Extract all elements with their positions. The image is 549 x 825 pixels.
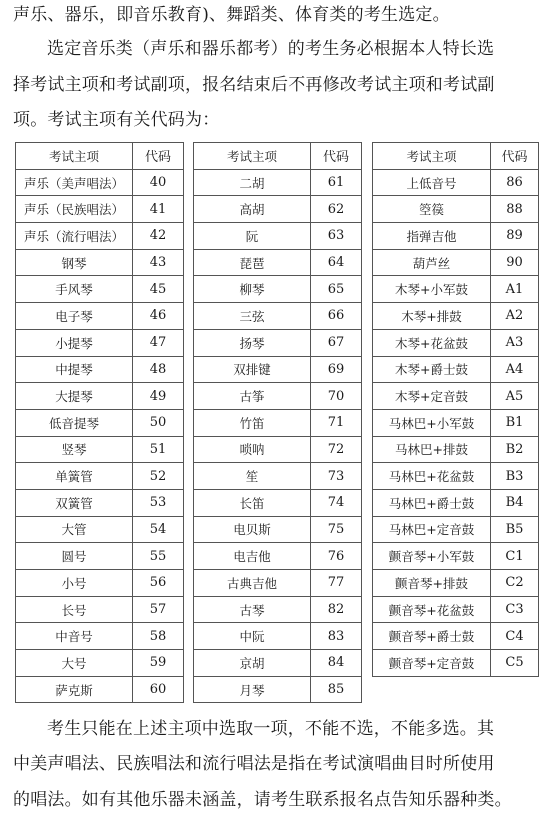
- table-row: [16, 596, 184, 623]
- item-code-cell: 47: [133, 329, 184, 356]
- item-name-cell: 月琴: [194, 676, 311, 703]
- item-name-cell: 圆号: [16, 543, 133, 570]
- table-row: [194, 329, 362, 356]
- item-name-cell: 颤音琴+定音鼓: [373, 650, 491, 677]
- item-code-cell: A2: [491, 303, 539, 330]
- table-row: [194, 356, 362, 383]
- table-row: [373, 249, 539, 276]
- item-code-cell: 40: [133, 169, 184, 196]
- header-code: 代码: [311, 143, 362, 170]
- item-name-cell: 小提琴: [16, 329, 133, 356]
- table-row: [194, 489, 362, 516]
- item-name-cell: 箜篌: [373, 196, 491, 223]
- header-item: 考试主项: [194, 143, 311, 170]
- item-code-cell: B3: [491, 463, 539, 490]
- item-name-cell: 木琴+小军鼓: [373, 276, 491, 303]
- table-row: [16, 223, 184, 250]
- item-code-cell: 74: [311, 489, 362, 516]
- outro-line-3: 的唱法。如有其他乐器未涵盖，请考生联系报名点告知乐器种类。: [13, 790, 512, 810]
- item-code-cell: 72: [311, 436, 362, 463]
- item-code-cell: C5: [491, 650, 539, 677]
- code-table-3: [372, 142, 539, 677]
- item-code-cell: 70: [311, 383, 362, 410]
- item-code-cell: 54: [133, 516, 184, 543]
- table-row: [194, 196, 362, 223]
- item-code-cell: 49: [133, 383, 184, 410]
- item-name-cell: 木琴+排鼓: [373, 303, 491, 330]
- table-header-row: [373, 143, 539, 170]
- item-name-cell: 长号: [16, 596, 133, 623]
- intro-paragraph-line-2: 择考试主项和考试副项，报名结束后不再修改考试主项和考试副: [13, 75, 495, 95]
- table-row: [373, 223, 539, 250]
- item-name-cell: 京胡: [194, 650, 311, 677]
- item-name-cell: 高胡: [194, 196, 311, 223]
- item-name-cell: 古筝: [194, 383, 311, 410]
- item-code-cell: C2: [491, 570, 539, 597]
- table-row: [194, 650, 362, 677]
- item-name-cell: 低音提琴: [16, 409, 133, 436]
- item-code-cell: 58: [133, 623, 184, 650]
- table-row: [373, 329, 539, 356]
- table-row: [373, 543, 539, 570]
- item-code-cell: 75: [311, 516, 362, 543]
- item-name-cell: 琵琶: [194, 249, 311, 276]
- item-code-cell: 82: [311, 596, 362, 623]
- item-code-cell: 62: [311, 196, 362, 223]
- item-code-cell: A5: [491, 383, 539, 410]
- header-code: 代码: [491, 143, 539, 170]
- item-name-cell: 马林巴+爵士鼓: [373, 489, 491, 516]
- item-code-cell: 61: [311, 169, 362, 196]
- table-row: [373, 463, 539, 490]
- item-name-cell: 竖琴: [16, 436, 133, 463]
- item-code-cell: 45: [133, 276, 184, 303]
- item-code-cell: B4: [491, 489, 539, 516]
- item-name-cell: 柳琴: [194, 276, 311, 303]
- item-code-cell: 41: [133, 196, 184, 223]
- table-row: [373, 303, 539, 330]
- table-row: [16, 516, 184, 543]
- item-name-cell: 大提琴: [16, 383, 133, 410]
- item-code-cell: 90: [491, 249, 539, 276]
- table-row: [373, 409, 539, 436]
- item-code-cell: 55: [133, 543, 184, 570]
- item-name-cell: 电子琴: [16, 303, 133, 330]
- item-name-cell: 木琴+定音鼓: [373, 383, 491, 410]
- item-name-cell: 马林巴+小军鼓: [373, 409, 491, 436]
- table-row: [16, 169, 184, 196]
- item-code-cell: 48: [133, 356, 184, 383]
- item-code-cell: C1: [491, 543, 539, 570]
- item-name-cell: 阮: [194, 223, 311, 250]
- item-code-cell: 53: [133, 489, 184, 516]
- item-name-cell: 手风琴: [16, 276, 133, 303]
- table-row: [194, 383, 362, 410]
- item-code-cell: 57: [133, 596, 184, 623]
- item-name-cell: 长笛: [194, 489, 311, 516]
- intro-paragraph-line-1: 选定音乐类（声乐和器乐都考）的考生务必根据本人特长选: [47, 39, 495, 59]
- table-row: [373, 196, 539, 223]
- intro-line-1: 声乐、器乐，即音乐教育)、舞蹈类、体育类的考生选定。: [13, 5, 450, 25]
- item-code-cell: 77: [311, 570, 362, 597]
- table-row: [194, 596, 362, 623]
- intro-paragraph-line-3: 项。考试主项有关代码为：: [13, 110, 220, 130]
- item-code-cell: B2: [491, 436, 539, 463]
- table-row: [16, 623, 184, 650]
- table-row: [373, 516, 539, 543]
- table-row: [16, 436, 184, 463]
- item-name-cell: 双排键: [194, 356, 311, 383]
- table-row: [194, 303, 362, 330]
- table-header-row: [194, 143, 362, 170]
- item-name-cell: 萨克斯: [16, 676, 133, 703]
- item-code-cell: 67: [311, 329, 362, 356]
- item-code-cell: 85: [311, 676, 362, 703]
- item-name-cell: 声乐（美声唱法）: [16, 169, 133, 196]
- table-header-row: [16, 143, 184, 170]
- item-name-cell: 单簧管: [16, 463, 133, 490]
- table-row: [16, 276, 184, 303]
- table-row: [373, 436, 539, 463]
- table-row: [16, 329, 184, 356]
- item-name-cell: 中提琴: [16, 356, 133, 383]
- item-code-cell: C4: [491, 623, 539, 650]
- item-name-cell: 大号: [16, 650, 133, 677]
- table-row: [373, 489, 539, 516]
- table-row: [194, 676, 362, 703]
- table-row: [194, 276, 362, 303]
- item-code-cell: A4: [491, 356, 539, 383]
- item-name-cell: 竹笛: [194, 409, 311, 436]
- code-table-2: [193, 142, 362, 703]
- item-name-cell: 葫芦丝: [373, 249, 491, 276]
- table-row: [373, 596, 539, 623]
- item-name-cell: 扬琴: [194, 329, 311, 356]
- table-row: [16, 196, 184, 223]
- item-name-cell: 木琴+爵士鼓: [373, 356, 491, 383]
- table-row: [373, 356, 539, 383]
- item-code-cell: 76: [311, 543, 362, 570]
- item-code-cell: 52: [133, 463, 184, 490]
- item-name-cell: 声乐（流行唱法）: [16, 223, 133, 250]
- item-name-cell: 小号: [16, 570, 133, 597]
- item-name-cell: 钢琴: [16, 249, 133, 276]
- table-row: [194, 169, 362, 196]
- table-row: [16, 303, 184, 330]
- table-row: [194, 463, 362, 490]
- table-row: [16, 676, 184, 703]
- item-code-cell: B1: [491, 409, 539, 436]
- item-name-cell: 中音号: [16, 623, 133, 650]
- table-row: [16, 249, 184, 276]
- item-name-cell: 马林巴+定音鼓: [373, 516, 491, 543]
- table-row: [194, 436, 362, 463]
- table-row: [16, 383, 184, 410]
- item-name-cell: 古典吉他: [194, 570, 311, 597]
- item-code-cell: 43: [133, 249, 184, 276]
- item-name-cell: 电吉他: [194, 543, 311, 570]
- table-row: [16, 570, 184, 597]
- item-code-cell: C3: [491, 596, 539, 623]
- table-row: [373, 276, 539, 303]
- item-name-cell: 马林巴+花盆鼓: [373, 463, 491, 490]
- item-code-cell: 56: [133, 570, 184, 597]
- table-row: [194, 249, 362, 276]
- table-row: [373, 383, 539, 410]
- table-row: [194, 223, 362, 250]
- item-name-cell: 双簧管: [16, 489, 133, 516]
- table-row: [194, 543, 362, 570]
- table-row: [16, 543, 184, 570]
- table-row: [194, 516, 362, 543]
- item-code-cell: 60: [133, 676, 184, 703]
- item-code-cell: 73: [311, 463, 362, 490]
- item-code-cell: 51: [133, 436, 184, 463]
- outro-line-1: 考生只能在上述主项中选取一项，不能不选，不能多选。其: [47, 719, 495, 739]
- table-row: [373, 570, 539, 597]
- table-row: [16, 463, 184, 490]
- item-name-cell: 马林巴+排鼓: [373, 436, 491, 463]
- item-name-cell: 上低音号: [373, 169, 491, 196]
- item-code-cell: 84: [311, 650, 362, 677]
- item-code-cell: B5: [491, 516, 539, 543]
- item-name-cell: 中阮: [194, 623, 311, 650]
- item-code-cell: 64: [311, 249, 362, 276]
- table-row: [16, 489, 184, 516]
- item-name-cell: 声乐（民族唱法）: [16, 196, 133, 223]
- item-name-cell: 二胡: [194, 169, 311, 196]
- item-name-cell: 电贝斯: [194, 516, 311, 543]
- item-name-cell: 三弦: [194, 303, 311, 330]
- item-code-cell: 46: [133, 303, 184, 330]
- item-name-cell: 古琴: [194, 596, 311, 623]
- table-row: [194, 623, 362, 650]
- header-code: 代码: [133, 143, 184, 170]
- item-name-cell: 颤音琴+小军鼓: [373, 543, 491, 570]
- table-row: [16, 356, 184, 383]
- item-name-cell: 颤音琴+花盆鼓: [373, 596, 491, 623]
- table-row: [194, 409, 362, 436]
- item-name-cell: 指弹吉他: [373, 223, 491, 250]
- table-row: [373, 650, 539, 677]
- item-code-cell: A3: [491, 329, 539, 356]
- item-code-cell: 88: [491, 196, 539, 223]
- table-row: [16, 650, 184, 677]
- item-code-cell: 59: [133, 650, 184, 677]
- item-code-cell: 71: [311, 409, 362, 436]
- table-row: [16, 409, 184, 436]
- item-name-cell: 木琴+花盆鼓: [373, 329, 491, 356]
- item-code-cell: 69: [311, 356, 362, 383]
- item-code-cell: 50: [133, 409, 184, 436]
- item-name-cell: 笙: [194, 463, 311, 490]
- item-code-cell: 42: [133, 223, 184, 250]
- outro-line-2: 中美声唱法、民族唱法和流行唱法是指在考试演唱曲目时所使用: [13, 754, 495, 774]
- item-name-cell: 颤音琴+排鼓: [373, 570, 491, 597]
- item-code-cell: 66: [311, 303, 362, 330]
- table-row: [373, 169, 539, 196]
- item-name-cell: 大管: [16, 516, 133, 543]
- header-item: 考试主项: [373, 143, 491, 170]
- code-table-1: [15, 142, 184, 703]
- item-code-cell: 63: [311, 223, 362, 250]
- table-row: [194, 570, 362, 597]
- item-code-cell: 65: [311, 276, 362, 303]
- table-row: [373, 623, 539, 650]
- item-name-cell: 唢呐: [194, 436, 311, 463]
- item-code-cell: 89: [491, 223, 539, 250]
- item-name-cell: 颤音琴+爵士鼓: [373, 623, 491, 650]
- header-item: 考试主项: [16, 143, 133, 170]
- item-code-cell: 83: [311, 623, 362, 650]
- item-code-cell: A1: [491, 276, 539, 303]
- item-code-cell: 86: [491, 169, 539, 196]
